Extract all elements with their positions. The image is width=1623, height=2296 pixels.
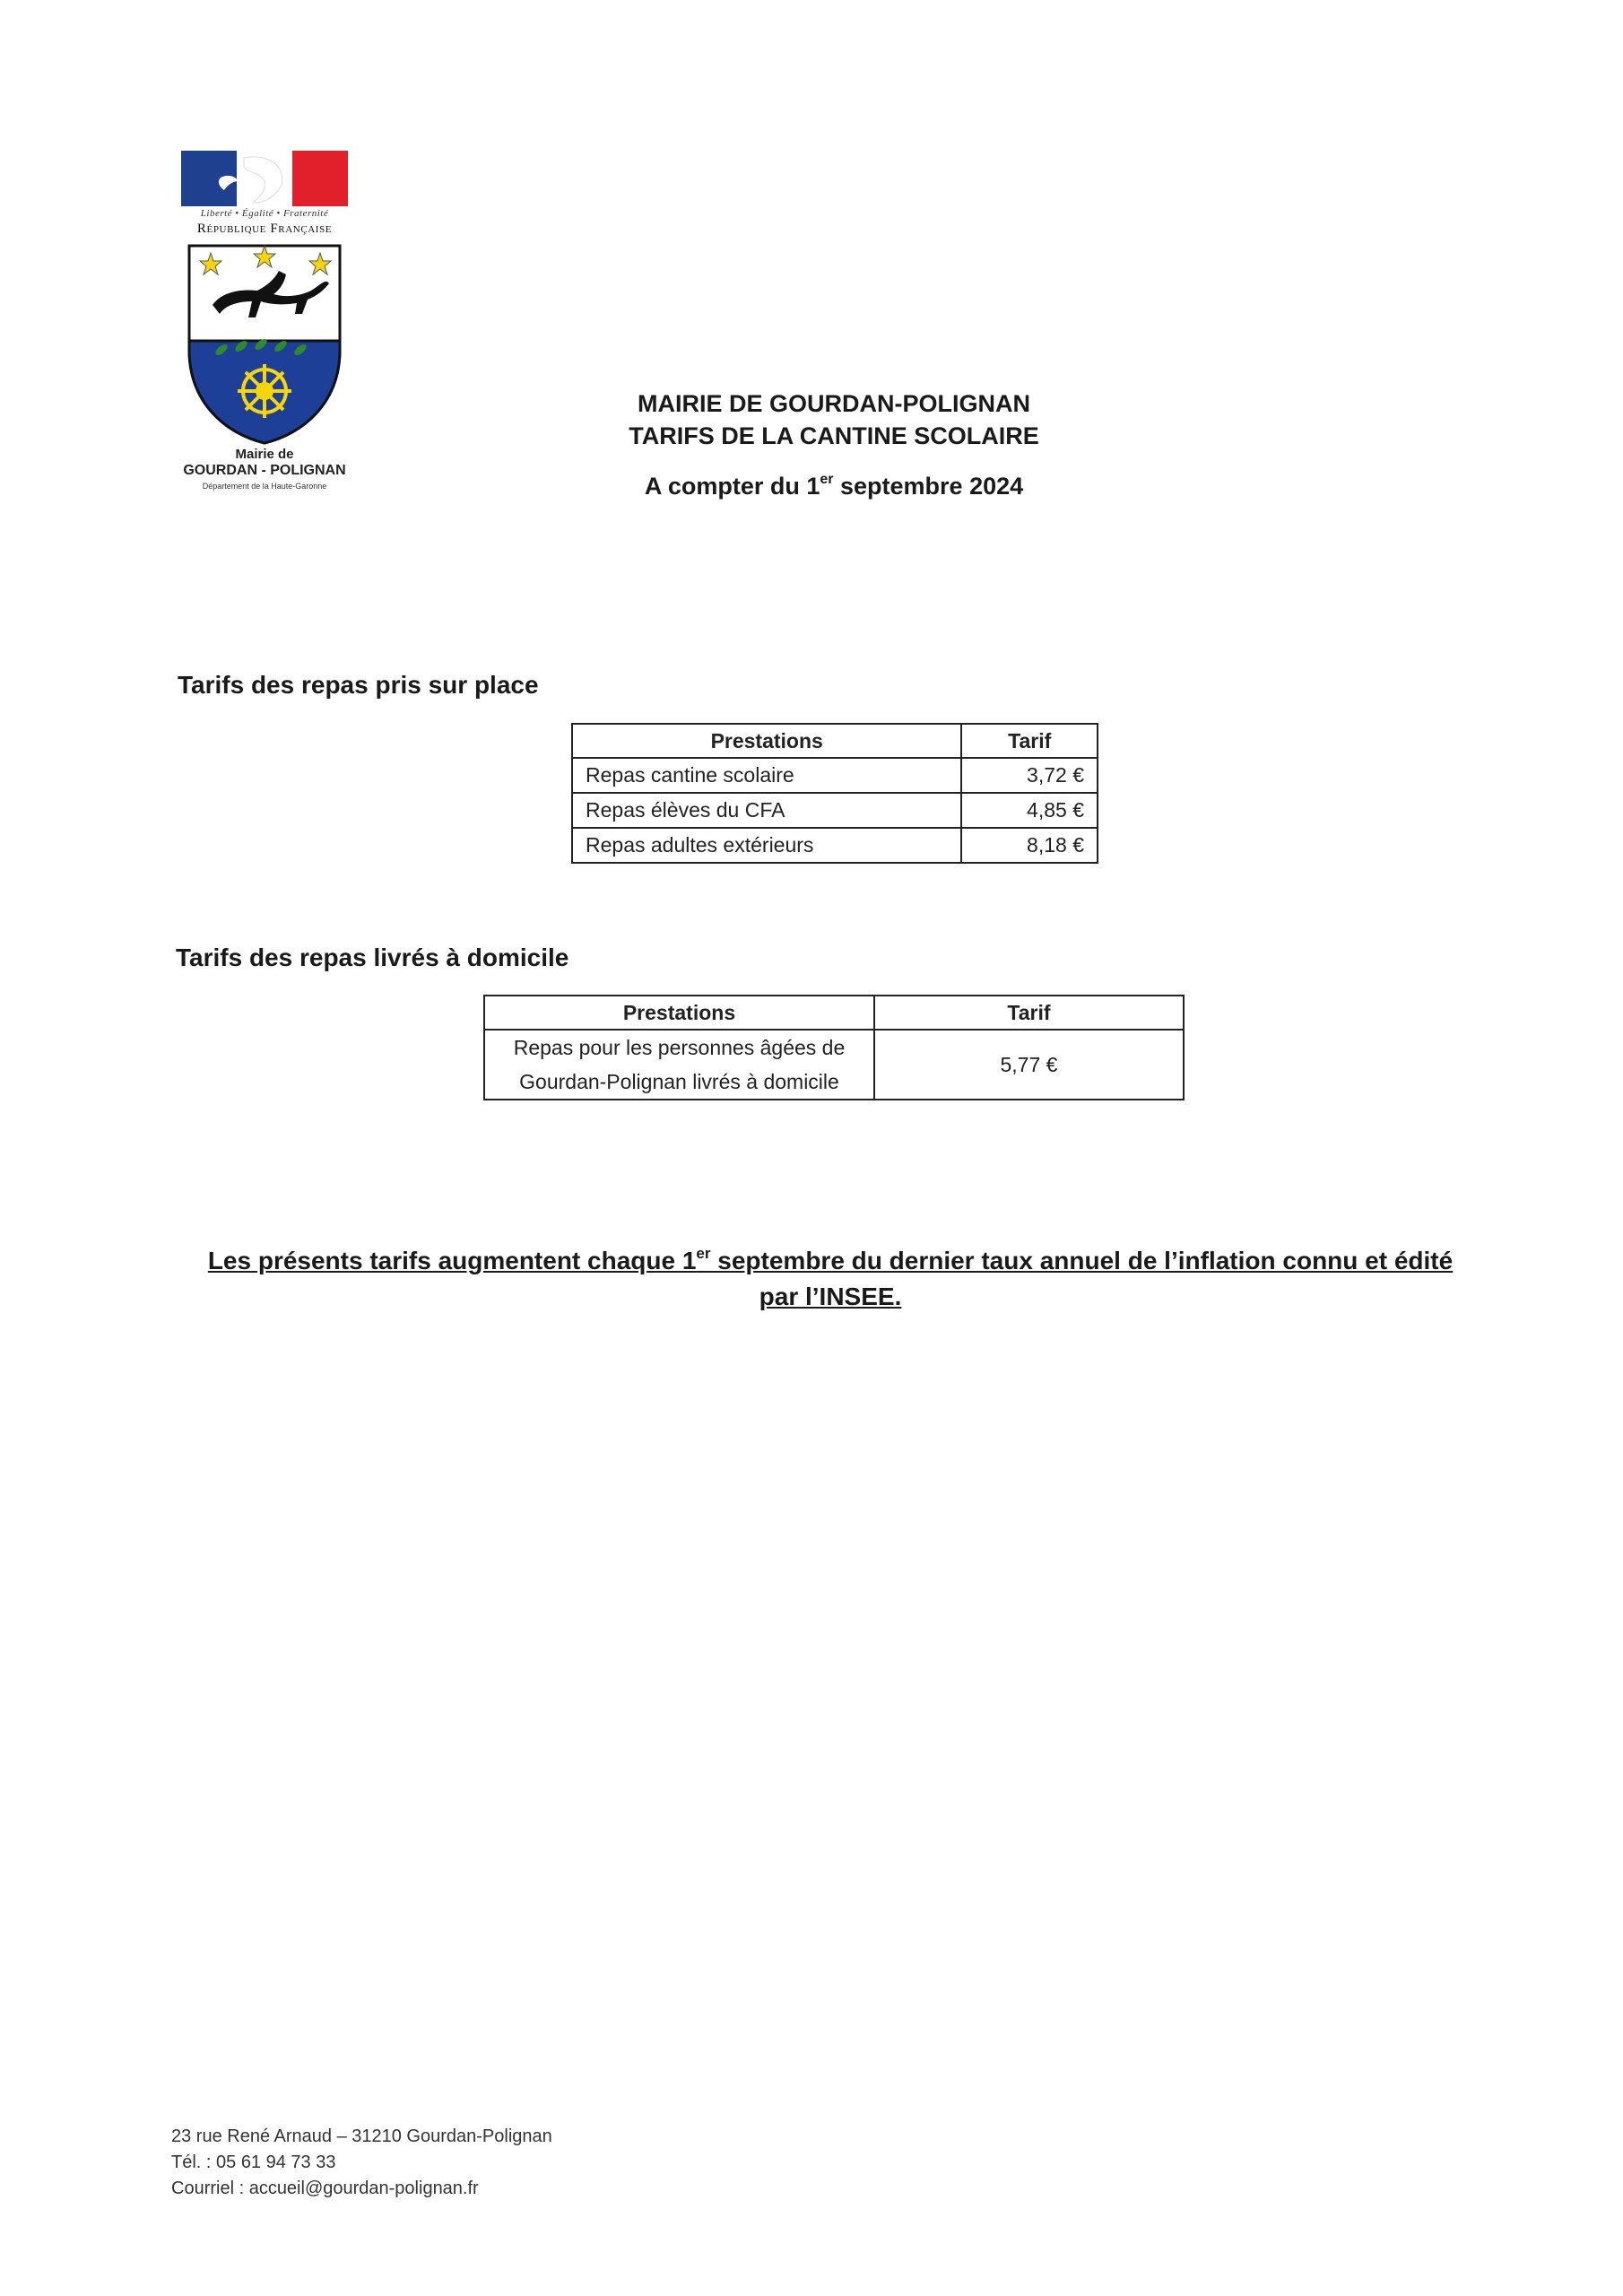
column-header: Tarif <box>874 996 1184 1030</box>
section2-title: Tarifs des repas livrés à domicile <box>176 944 569 971</box>
table-row <box>572 758 1098 793</box>
table-header-row <box>484 996 1184 1030</box>
note-line1 <box>176 1236 1485 1279</box>
document-header <box>538 387 1130 500</box>
inflation-note <box>176 1236 1485 1315</box>
price-cell: 5,77 € <box>874 1030 1184 1100</box>
date-prefix: A compter du 1 <box>644 473 820 500</box>
effective-date <box>538 472 1130 500</box>
address-line: 23 rue René Arnaud – 31210 Gourdan-Polignan <box>171 2126 552 2146</box>
price-cell: 8,18 € <box>961 828 1098 863</box>
footer-address <box>171 2124 552 2202</box>
table-header-row <box>572 724 1098 758</box>
mairie-logo <box>176 151 353 518</box>
date-sup: er <box>820 472 834 487</box>
prestation-line: Gourdan-Polignan livrés à domicile <box>519 1070 839 1093</box>
date-suffix: septembre 2024 <box>833 473 1024 500</box>
mairie-label: Mairie de <box>235 447 294 462</box>
onsite-price-table <box>571 723 1098 864</box>
delivery-price-table <box>483 995 1185 1100</box>
prestation-cell: Repas élèves du CFA <box>572 793 961 828</box>
marianne-logo-icon <box>181 151 348 206</box>
price-cell: 3,72 € <box>961 758 1098 793</box>
column-header: Prestations <box>484 996 874 1030</box>
prestation-cell: Repas cantine scolaire <box>572 758 961 793</box>
note-part2: septembre du dernier taux annuel de l’inflation connu et édité <box>710 1247 1454 1274</box>
phone-line: Tél. : 05 61 94 73 33 <box>171 2152 336 2172</box>
motto-text: Liberté • Égalité • Fraternité <box>200 208 329 219</box>
header-subtitle: TARIFS DE LA CANTINE SCOLAIRE <box>629 422 1039 449</box>
table-row <box>572 793 1098 828</box>
prestation-cell: Repas adultes extérieurs <box>572 828 961 863</box>
note-part1: Les présents tarifs augmentent chaque 1 <box>207 1247 697 1274</box>
commune-name: GOURDAN - POLIGNAN <box>183 463 346 478</box>
note-sup: er <box>696 1245 711 1262</box>
prestation-cell <box>484 1030 874 1100</box>
column-header: Prestations <box>572 724 961 758</box>
department-name: Département de la Haute-Garonne <box>202 482 327 491</box>
prestation-line: Repas pour les personnes âgées de <box>513 1036 846 1059</box>
email-line: Courriel : accueil@gourdan-polignan.fr <box>171 2179 479 2198</box>
section1-title: Tarifs des repas pris sur place <box>178 671 539 699</box>
price-cell: 4,85 € <box>961 793 1098 828</box>
table-row <box>572 828 1098 863</box>
coat-of-arms-icon <box>186 242 343 447</box>
table-row <box>484 1030 1184 1100</box>
header-title: MAIRIE DE GOURDAN-POLIGNAN <box>638 390 1030 417</box>
column-header: Tarif <box>961 724 1098 758</box>
republic-text: République Française <box>196 222 333 236</box>
note-line2: par l’INSEE. <box>759 1283 902 1310</box>
